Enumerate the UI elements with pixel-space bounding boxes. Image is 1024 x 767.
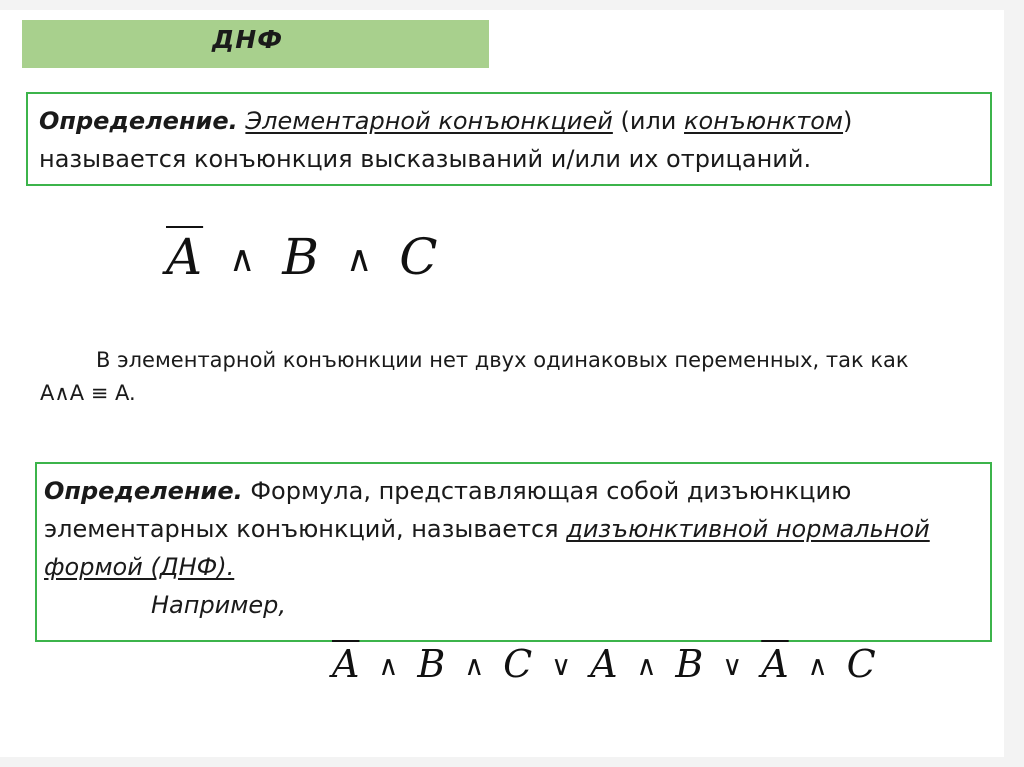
formula-var-a: A bbox=[590, 642, 618, 686]
definition-body: Формула, представляющая собой дизъюнкцию элементарных конъюнкций, называется bbox=[44, 477, 852, 543]
formula-var-a-negated: $\overline{A}$ bbox=[332, 642, 360, 686]
slide-border-right bbox=[1004, 0, 1024, 767]
formula-elementary-conjunction bbox=[166, 228, 438, 286]
definition-label: Определение. bbox=[44, 477, 243, 505]
formula-dnf-example bbox=[332, 642, 876, 686]
formula-var-c: C bbox=[846, 642, 876, 686]
formula-var-b: B bbox=[282, 228, 321, 286]
formula-op-or: ∨ bbox=[722, 650, 743, 682]
definition-term-alt: конъюнктом bbox=[684, 107, 844, 135]
formula-var-b: B bbox=[417, 642, 446, 686]
example-label: Например, bbox=[151, 591, 287, 619]
formula-op-and: ∧ bbox=[636, 650, 657, 682]
formula-var-c: C bbox=[503, 642, 533, 686]
slide-title: ДНФ bbox=[212, 25, 283, 54]
formula-op-and: ∧ bbox=[345, 239, 374, 281]
formula-op-and: ∧ bbox=[378, 650, 399, 682]
definition-box-dnf bbox=[35, 462, 992, 642]
formula-var-b: B bbox=[675, 642, 704, 686]
definition-paren-close: ) bbox=[843, 107, 853, 135]
formula-op-and: ∧ bbox=[807, 650, 828, 682]
slide-border-bottom bbox=[0, 757, 1024, 767]
note-line-1: В элементарной конъюнкции нет двух одинаковых переменных, так как bbox=[96, 348, 909, 372]
definition-body: называется конъюнкция высказываний и/или их отрицаний. bbox=[39, 145, 812, 173]
formula-var-c: C bbox=[399, 228, 439, 286]
slide-border-top bbox=[0, 0, 1024, 10]
definition-term: Элементарной конъюнкцией bbox=[245, 107, 613, 135]
note-line-2: A∧A ≡ A. bbox=[40, 381, 136, 405]
definition-box-conjunction bbox=[26, 92, 992, 186]
definition-text bbox=[44, 472, 990, 624]
formula-var-a-negated: $\overline{A}$ bbox=[761, 642, 789, 686]
note-paragraph bbox=[40, 344, 990, 410]
formula-op-and: ∧ bbox=[229, 239, 257, 281]
formula-op-and: ∧ bbox=[464, 650, 485, 682]
definition-paren-open: (или bbox=[620, 107, 685, 135]
formula-op-or: ∨ bbox=[551, 650, 572, 682]
definition-text bbox=[39, 102, 990, 178]
formula-var-a-negated: $\overline{A}$ bbox=[166, 228, 204, 286]
definition-label: Определение. bbox=[39, 107, 238, 135]
definition-term: дизъюнктивной нормальной формой (ДНФ). bbox=[44, 515, 930, 581]
